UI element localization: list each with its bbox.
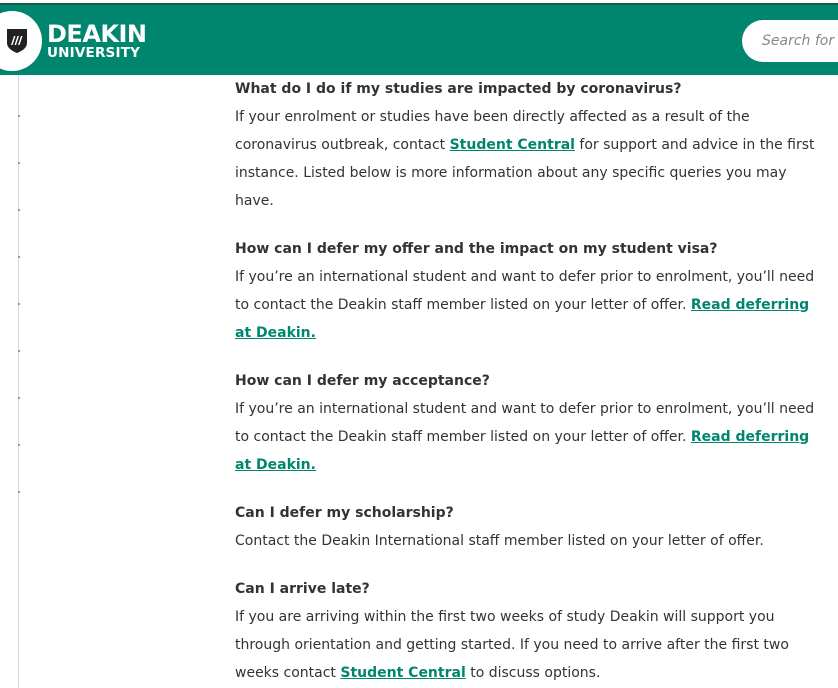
deferring-link[interactable]: Read deferring at Deakin. xyxy=(235,297,810,341)
answer-text: If you’re an international student and want to defer prior to enrolment, you’ll need to contact the Deakin staff member listed on your letter of offer. xyxy=(235,269,815,313)
faq-question: How can I defer my offer and the impact on my student visa? xyxy=(235,241,718,257)
faq-question: How can I defer my acceptance? xyxy=(235,373,490,389)
brand-line1: DEAKIN xyxy=(47,20,147,48)
faq-answer: Contact the Deakin International staff member listed on your letter of offer. xyxy=(235,533,764,549)
faq-answer xyxy=(235,395,815,479)
rail-dot xyxy=(18,491,20,493)
rail-dot xyxy=(18,256,20,258)
deakin-wordmark[interactable] xyxy=(47,22,147,61)
faq-item xyxy=(235,75,815,215)
answer-text: for support and advice in the first instance. Listed below is more information about any specific queries you may have. xyxy=(235,137,815,209)
rail-dot xyxy=(18,303,20,305)
rail-dot xyxy=(18,209,20,211)
rail-dot xyxy=(18,350,20,352)
logo-badge[interactable] xyxy=(0,11,42,71)
student-central-link[interactable]: Student Central xyxy=(340,665,466,681)
faq-item xyxy=(235,499,815,555)
rail-dot xyxy=(18,115,20,117)
rail-dot xyxy=(18,444,20,446)
faq-content xyxy=(235,75,815,687)
search-input[interactable] xyxy=(742,20,838,62)
faq-item xyxy=(235,235,815,347)
deferring-link[interactable]: Read deferring at Deakin. xyxy=(235,429,810,473)
rail-dot xyxy=(18,397,20,399)
faq-answer xyxy=(235,603,815,687)
faq-item xyxy=(235,367,815,479)
answer-text: If you are arriving within the first two weeks of study Deakin will support you through orientation and getting started. If you need to arrive after the first two weeks contact xyxy=(235,609,789,681)
answer-text: If you’re an international student and want to defer prior to enrolment, you’ll need to contact the Deakin staff member listed on your letter of offer. xyxy=(235,401,815,445)
faq-question: What do I do if my studies are impacted by coronavirus? xyxy=(235,81,682,97)
faq-question: Can I arrive late? xyxy=(235,581,370,597)
faq-answer xyxy=(235,103,815,215)
faq-answer xyxy=(235,263,815,347)
student-central-link[interactable]: Student Central xyxy=(449,137,575,153)
left-rail-divider xyxy=(18,75,19,688)
answer-text: If your enrolment or studies have been directly affected as a result of the coronavirus outbreak, contact xyxy=(235,109,750,153)
brand-line2: UNIVERSITY xyxy=(47,45,141,61)
faq-question: Can I defer my scholarship? xyxy=(235,505,454,521)
faq-item xyxy=(235,575,815,687)
site-header xyxy=(0,3,838,75)
answer-text: to discuss options. xyxy=(465,665,601,681)
rail-dot xyxy=(18,162,20,164)
deakin-shield-icon xyxy=(6,28,28,54)
